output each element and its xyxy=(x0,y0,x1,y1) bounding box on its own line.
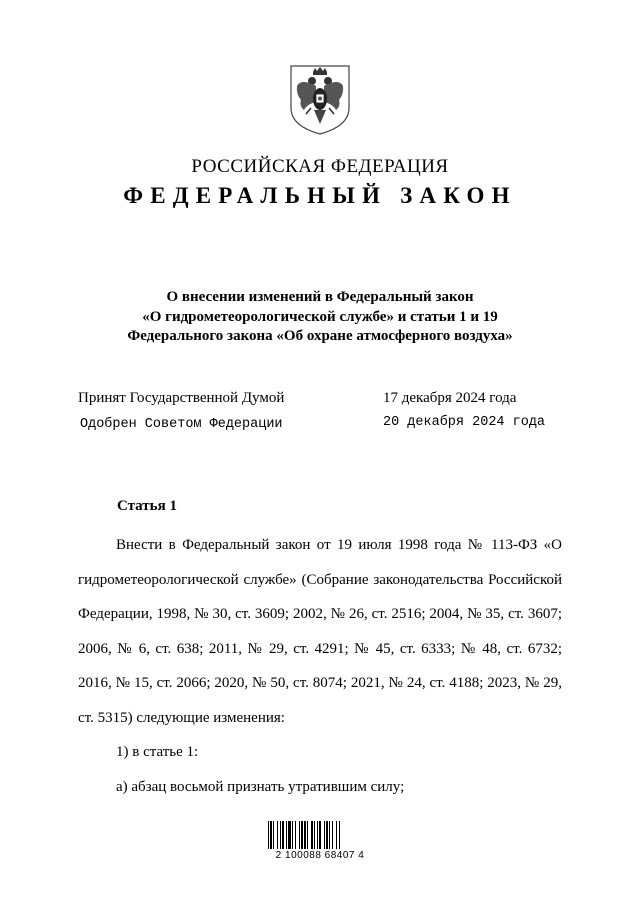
article-body xyxy=(78,528,562,804)
law-title xyxy=(0,288,640,347)
council-approval-date: 20 декабря 2024 года xyxy=(383,415,546,430)
article-heading: Статья 1 xyxy=(117,498,177,514)
state-emblem-icon xyxy=(289,64,351,136)
article-paragraph: Внести в Федеральный закон от 19 июля 1998 года № 113-ФЗ «О гидрометеорологической службе» (Собрание законодательства Российской Федерации, 1998, № 30, ст. 3609; 2002, № 26, ст. 2516; 2004, № 35, ст. 3607; 2006, № 6, ст. 638; 2011, № 29, ст. 4291; № 45, ст. 6333; № 48, ст. 6732; 2016, № 15, ст. 2066; 2020, № 50, ст. 8074; 2021, № 24, ст. 4188; 2023, № 29, ст. 5315) следующие изменения: xyxy=(78,537,562,726)
council-approval-label: Одобрен Советом Федерации xyxy=(80,417,283,432)
law-title-line: О внесении изменений в Федеральный закон xyxy=(166,289,474,305)
country-name: РОССИЙСКАЯ ФЕДЕРАЦИЯ xyxy=(191,156,449,177)
document-type: ФЕДЕРАЛЬНЫЙ ЗАКОН xyxy=(123,183,517,208)
law-title-line: «О гидрометеорологической службе» и статьи 1 и 19 xyxy=(142,308,498,325)
barcode-number: 2 100088 68407 4 xyxy=(275,850,365,861)
law-title-line: Федерального закона «Об охране атмосферного воздуха» xyxy=(127,328,513,344)
barcode-image xyxy=(266,813,374,849)
article-subitem: а) абзац восьмой признать утратившим силу; xyxy=(116,778,405,795)
duma-adoption-label: Принят Государственной Думой xyxy=(78,390,285,406)
duma-adoption-date: 17 декабря 2024 года xyxy=(383,390,517,406)
article-item: 1) в статье 1: xyxy=(116,744,199,760)
